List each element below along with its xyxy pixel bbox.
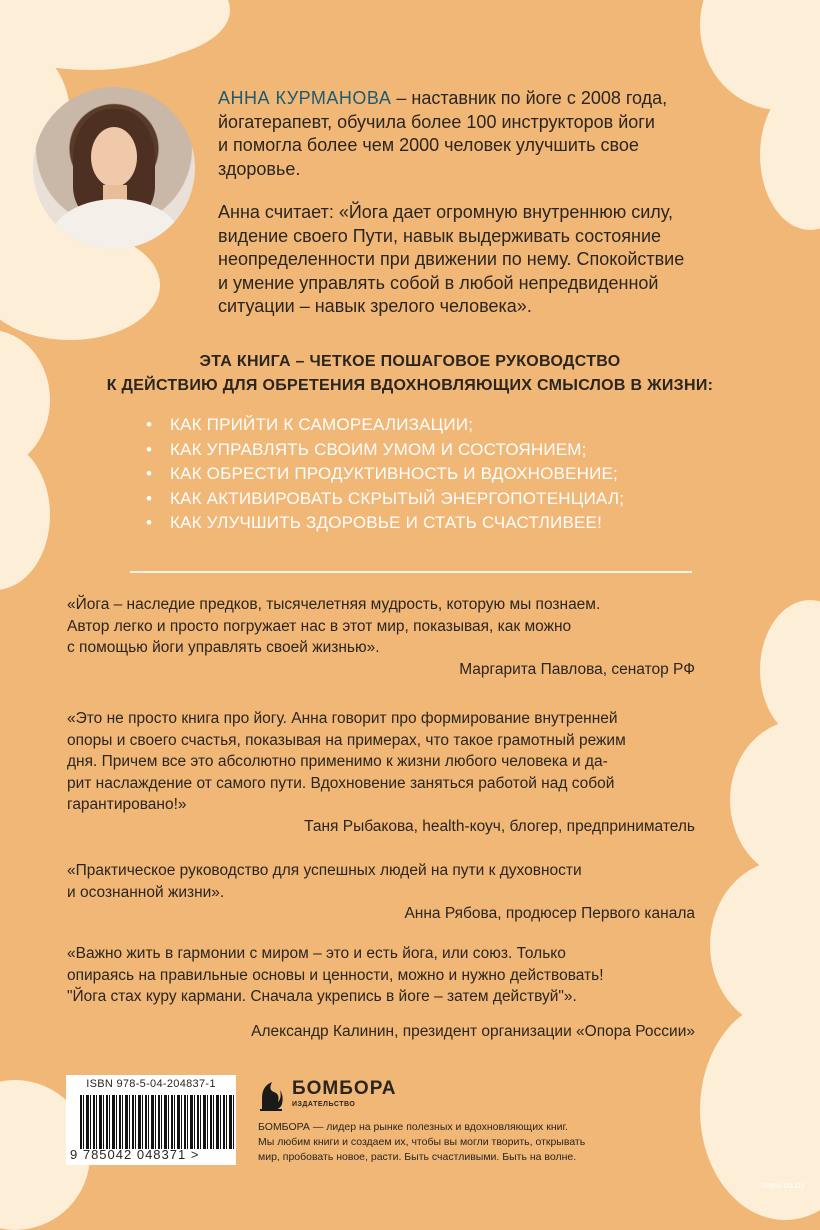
review-line: гарантировано!» — [67, 796, 187, 813]
review-line: «Практическое руководство для успешных людей на пути к духовности — [67, 862, 582, 879]
author-quote — [218, 201, 738, 319]
quote-line: видение своего Пути, навык выдерживать состояние — [218, 225, 662, 246]
publisher-line: БОМБОРА — лидер на рынке полезных и вдохновляющих книг. — [258, 1121, 568, 1133]
quote-line: ситуации – навык зрелого человека». — [218, 296, 532, 316]
isbn-label: ISBN 978-5-04-204837-1 — [86, 1078, 216, 1090]
author-name: АННА КУРМАНОВА — [218, 88, 392, 108]
review-line: "Йога стах куру кармани. Сначала укрепись в йоге – затем действуй"». — [67, 988, 577, 1005]
intro-line: К ДЕЙСТВИЮ ДЛЯ ОБРЕТЕНИЯ ВДОХНОВЛЯЮЩИХ СМЫСЛОВ В ЖИЗНИ: — [106, 377, 714, 394]
barcode-bars — [80, 1095, 234, 1149]
review-2 — [67, 708, 695, 837]
review-line: «Йога – наследие предков, тысячелетняя мудрость, которую мы познаем. — [67, 596, 601, 613]
cloud-left-5 — [0, 440, 50, 590]
book-intro-heading — [0, 350, 820, 398]
review-4 — [67, 943, 695, 1042]
quote-line: Анна считает: «Йога дает огромную внутреннюю силу, — [218, 202, 673, 222]
review-line: опираясь на правильные основы и ценности, можно и нужно действовать! — [67, 966, 604, 984]
isbn-barcode — [66, 1075, 236, 1165]
review-3 — [67, 860, 695, 925]
review-line: «Важно жить в гармонии с миром – это и есть йога, или союз. Только — [67, 945, 566, 962]
watermark: www.oz.by — [762, 1180, 806, 1190]
list-item: • КАК УПРАВЛЯТЬ СВОИМ УМОМ И СОСТОЯНИЕМ; — [146, 438, 624, 463]
list-item: • КАК ОБРЕСТИ ПРОДУКТИВНОСТЬ И ВДОХНОВЕНИЕ; — [146, 462, 624, 487]
review-line: Автор легко и просто погружает нас в этот мир, показывая, как можно — [67, 617, 572, 635]
list-item: • КАК УЛУЧШИТЬ ЗДОРОВЬЕ И СТАТЬ СЧАСТЛИВЕЕ! — [146, 511, 624, 536]
review-line: с помощью йоги управлять своей жизнью». — [67, 639, 380, 656]
quote-line: и умение управлять собой в любой непредвиденной — [218, 272, 659, 293]
author-photo-shirt — [51, 199, 181, 249]
publisher-description — [258, 1120, 618, 1165]
benefits-list — [146, 413, 624, 536]
quote-line: неопределенности при движении по нему. Спокойствие — [218, 249, 685, 269]
publisher-subtitle: ИЗДАТЕЛЬСТВО — [292, 1101, 356, 1108]
publisher-name: БОМБОРА — [292, 1078, 397, 1099]
review-author: Маргарита Павлова, сенатор РФ — [459, 660, 695, 678]
review-author: Анна Рябова, продюсер Первого канала — [404, 905, 695, 922]
author-photo-face — [91, 127, 137, 187]
publisher-line: мир, пробовать новое, расти. Быть счастливыми. Быть на волне. — [258, 1151, 577, 1163]
bio-line: – наставник по йоге с 2008 года, — [391, 88, 668, 108]
review-line: «Это не просто книга про йогу. Анна говорит про формирование внутренней — [67, 710, 618, 727]
cloud-right-1 — [760, 600, 820, 740]
list-item: • КАК ПРИЙТИ К САМОРЕАЛИЗАЦИИ; — [146, 413, 624, 438]
review-author: Александр Калинин, президент организации «Опора России» — [251, 1022, 695, 1040]
review-line: опоры и своего счастья, показывая на примерах, что такое грамотный режим — [67, 731, 626, 749]
cloud-right-2 — [730, 720, 820, 880]
review-line: и осознанной жизни». — [67, 883, 225, 901]
publisher-line: Мы любим книги и создаем их, чтобы вы могли творить, открывать — [258, 1136, 586, 1148]
bombora-logo-icon — [258, 1076, 284, 1112]
isbn-digits: 9 785042 048371 > — [70, 1147, 200, 1162]
publisher-logo — [258, 1074, 398, 1114]
divider-line — [130, 571, 692, 573]
list-item: • КАК АКТИВИРОВАТЬ СКРЫТЫЙ ЭНЕРГОПОТЕНЦИАЛ; — [146, 487, 624, 512]
intro-line: ЭТА КНИГА – ЧЕТКОЕ ПОШАГОВОЕ РУКОВОДСТВО — [199, 353, 621, 370]
bio-line: и помогла более чем 2000 человек улучшить свое — [218, 135, 639, 155]
review-author: Таня Рыбакова, health-коуч, блогер, предприниматель — [304, 817, 695, 835]
bio-line: здоровье. — [218, 158, 301, 179]
author-photo — [33, 87, 195, 249]
review-1 — [67, 594, 695, 680]
review-line: рит наслаждение от самого пути. Вдохновение заняться работой над собой — [67, 774, 615, 792]
author-bio — [218, 87, 738, 319]
review-line: дня. Причем все это абсолютно применимо к жизни любого человека и да- — [67, 753, 608, 770]
bio-line: йогатерапевт, обучила более 100 инструкторов йоги — [218, 111, 655, 132]
